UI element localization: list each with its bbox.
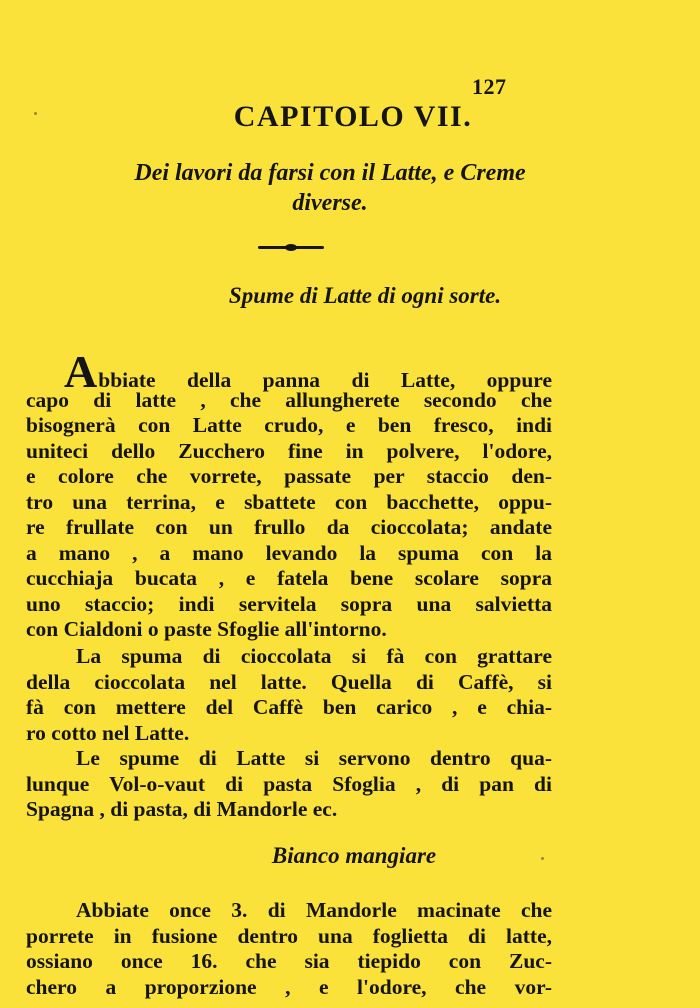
paragraph-line: La spuma di cioccolata si fà con grattare — [76, 644, 552, 668]
divider-ornament — [285, 244, 297, 251]
drop-cap: A — [64, 346, 98, 397]
chapter-subtitle — [60, 158, 600, 218]
paragraph — [26, 746, 552, 823]
paragraph-line: tro una terrina, e sbattete con bacchette, oppu- — [26, 489, 552, 514]
paragraph-line — [26, 346, 552, 397]
paragraph-line: Spagna , di pasta, di Mandorle ec. — [26, 797, 338, 821]
paragraph-line: re frullate con un frullo da cioccolata; andate — [26, 515, 552, 539]
chapter-subtitle-line: Dei lavori da farsi con il Latte, e Creme — [134, 160, 526, 186]
paragraph-line: uniteci dello Zucchero fine in polvere, l'odore, — [26, 438, 552, 463]
paragraph-line: e colore che vorrete, passate per staccio den- — [26, 464, 552, 488]
paragraph-line: bisognerà con Latte crudo, e ben fresco, indi — [26, 413, 552, 437]
paragraph-line: Le spume di Latte si servono dentro qua- — [76, 746, 552, 770]
chapter-heading: CAPITOLO VII. — [233, 100, 473, 133]
paragraph-line: lunque Vol-o-vaut di pasta Sfoglia , di pan di — [26, 771, 552, 796]
paragraph-line: a mano , a mano levando la spuma con la — [26, 540, 552, 565]
paragraph-line: Abbiate once 3. di Mandorle macinate che — [76, 898, 552, 922]
paragraph-line: della cioccolata nel latte. Quella di Caffè, si — [26, 669, 552, 694]
paragraph-line: uno staccio; indi servitela sopra una salvietta — [26, 591, 552, 616]
paragraph — [26, 898, 552, 1000]
chapter-subtitle-line: diverse. — [292, 190, 368, 216]
line-text: bbiate della panna di Latte, oppure — [98, 368, 552, 392]
ornamental-divider — [258, 245, 324, 250]
paragraph-line: ossiano once 16. che sia tiepido con Zuc- — [26, 949, 552, 973]
section-title: Bianco mangiare — [271, 843, 437, 868]
paragraph-line: porrete in fusione dentro una foglietta di latte, — [26, 923, 552, 948]
paragraph-line: con Cialdoni o paste Sfoglie all'intorno. — [26, 617, 387, 641]
page-number: 127 — [472, 74, 507, 99]
section-title: Spume di Latte di ogni sorte. — [228, 283, 502, 308]
paragraph-line: fà con mettere del Caffè ben carico , e chia- — [26, 695, 552, 719]
paragraph-line: capo di latte , che allungherete secondo che — [26, 387, 552, 412]
paragraph — [26, 644, 552, 746]
paragraph-line: chero a proporzione , e l'odore, che vor- — [26, 974, 552, 999]
paragraph-line: cucchiaja bucata , e fatela bene scolare sopra — [26, 566, 552, 590]
paragraph-line: ro cotto nel Latte. — [26, 720, 190, 745]
paragraph — [26, 346, 552, 643]
